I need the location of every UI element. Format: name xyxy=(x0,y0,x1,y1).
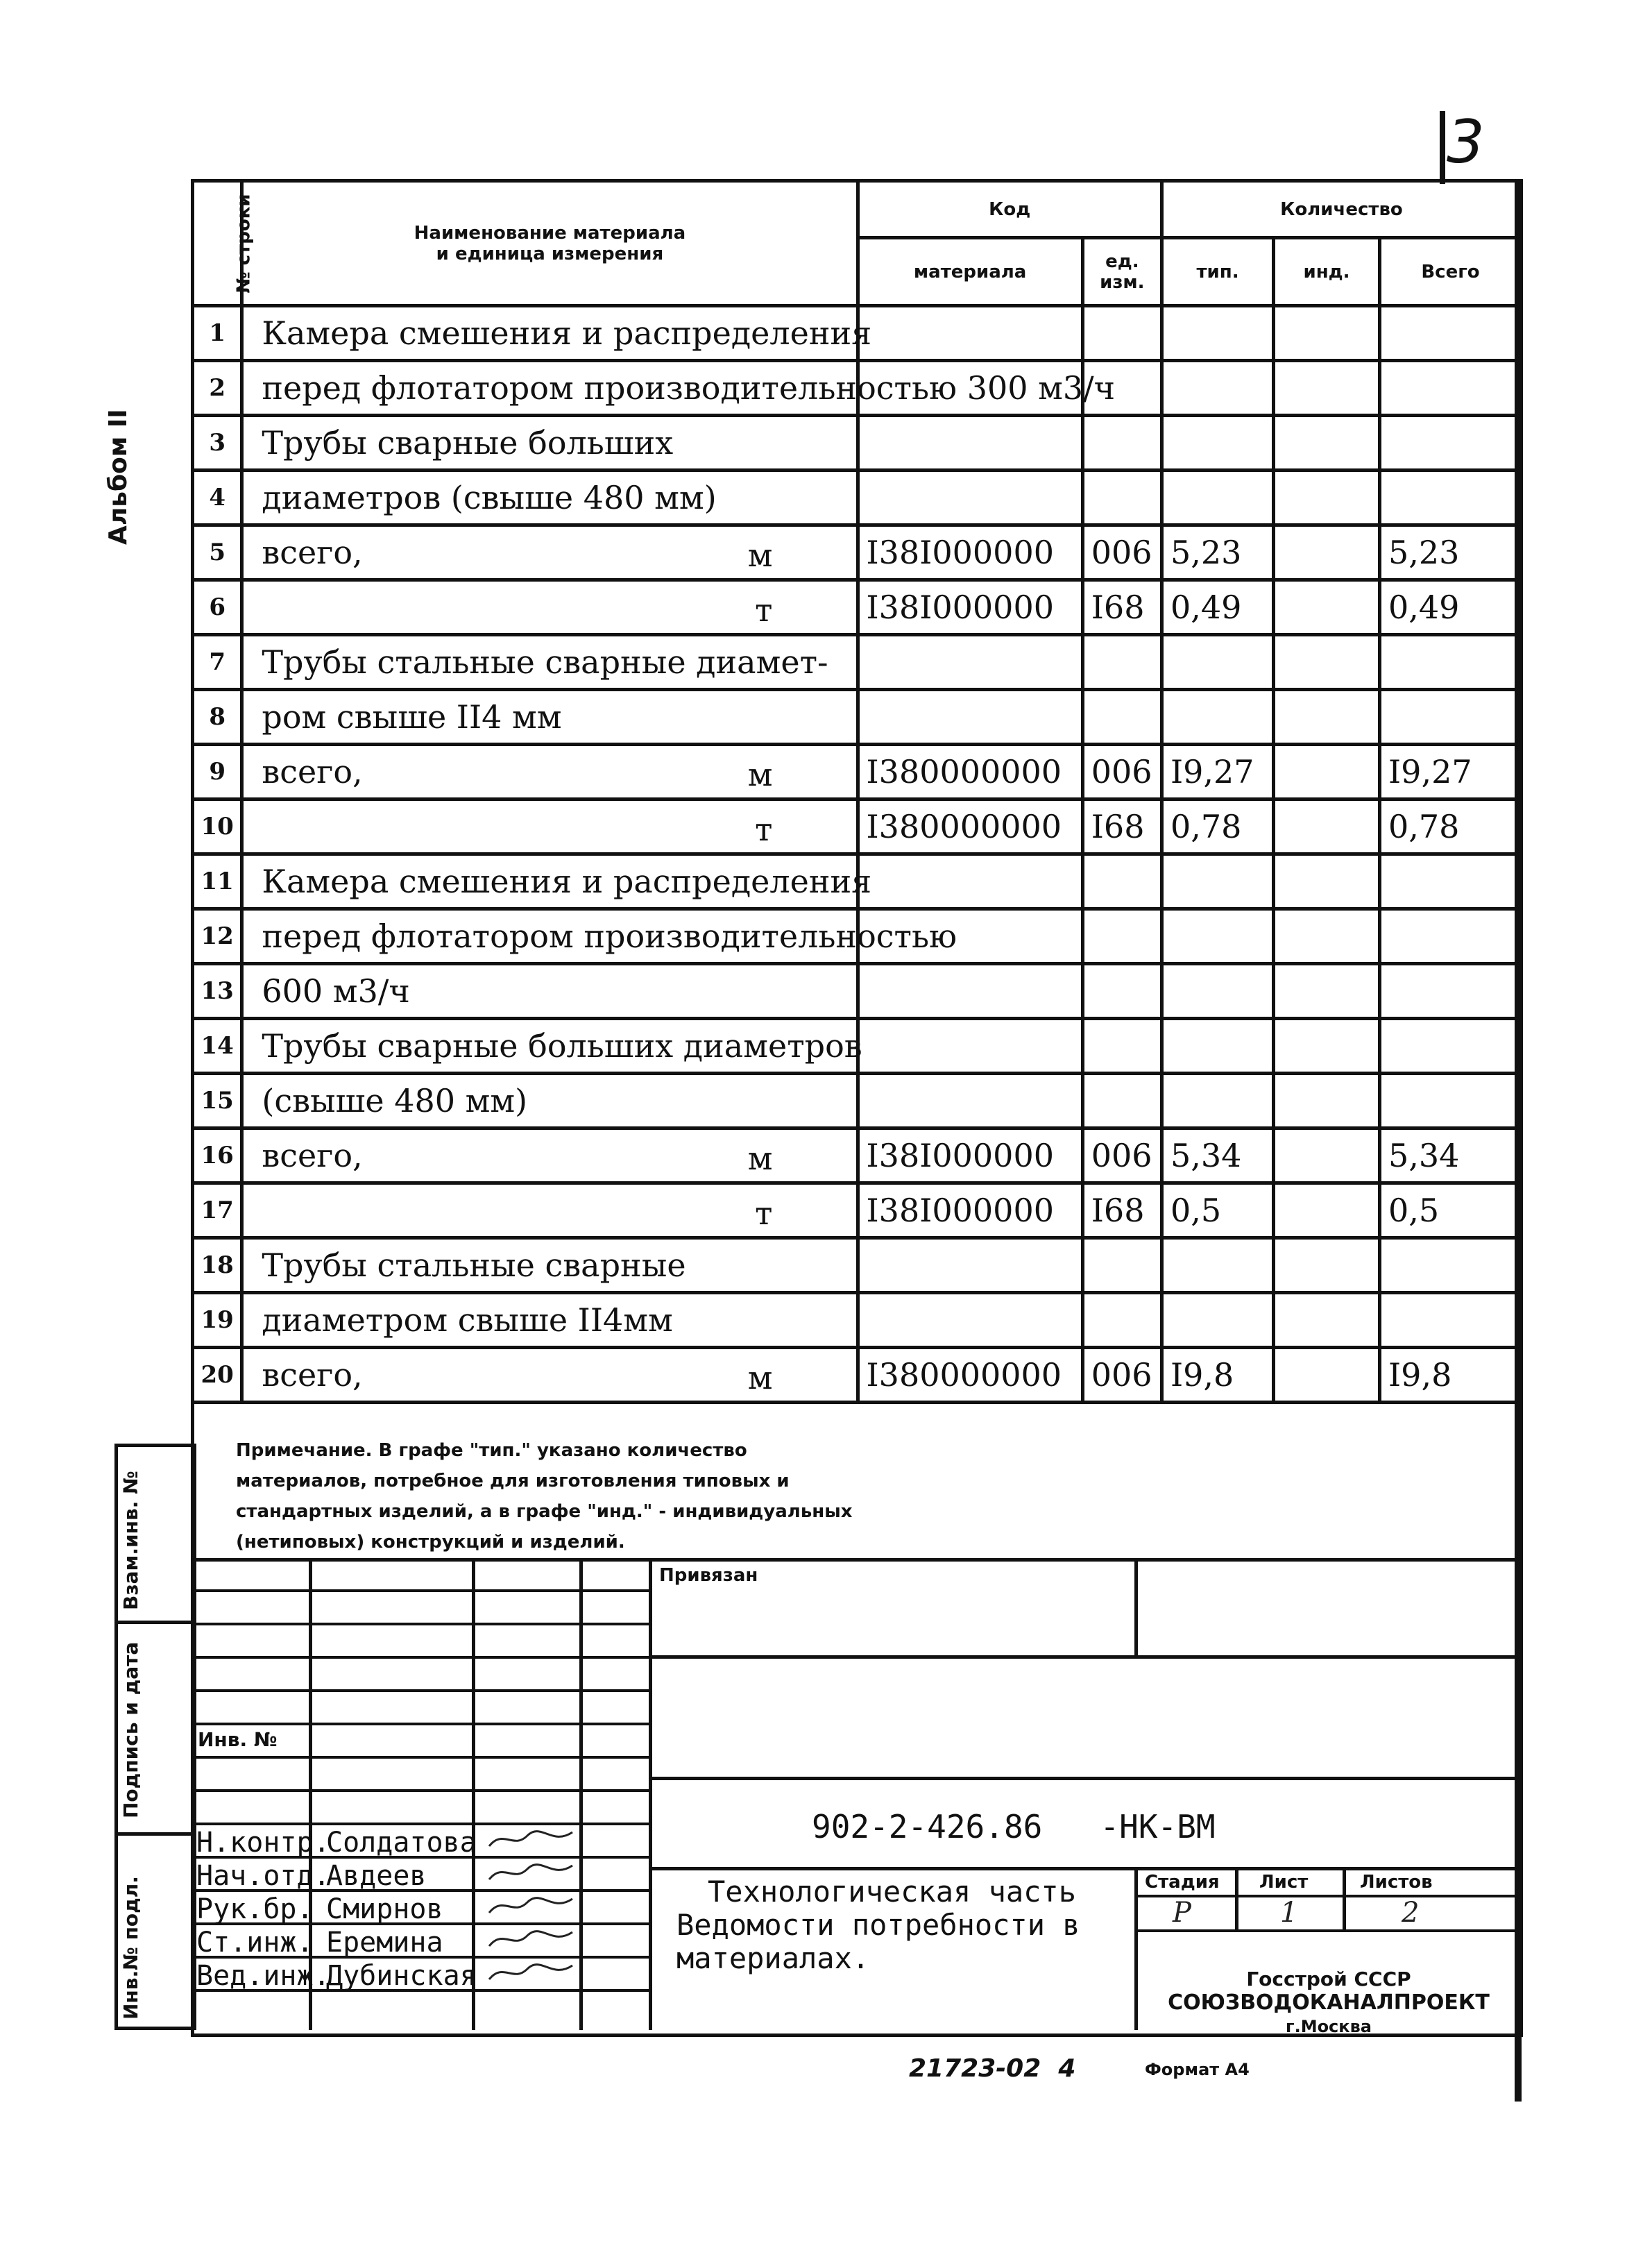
table-row xyxy=(193,1128,1522,1183)
unit-label: м xyxy=(747,1140,773,1177)
unit-code xyxy=(1082,306,1161,361)
signature xyxy=(486,1892,576,1920)
quantity-total xyxy=(1380,1019,1522,1074)
material-code xyxy=(858,1019,1082,1074)
table-row xyxy=(193,1019,1522,1074)
unit-code xyxy=(1082,964,1161,1019)
row-number: 5 xyxy=(193,525,242,580)
quantity-typ: 5,23 xyxy=(1161,525,1273,580)
row-number: 18 xyxy=(193,1238,242,1293)
quantity-typ: 0,49 xyxy=(1161,580,1273,635)
unit-code xyxy=(1082,909,1161,964)
unit-code: 006 xyxy=(1082,525,1161,580)
quantity-ind xyxy=(1274,1238,1380,1293)
table-row xyxy=(193,745,1522,800)
quantity-typ: 0,5 xyxy=(1161,1183,1273,1238)
stage-label: Стадия xyxy=(1145,1872,1220,1893)
side-divider xyxy=(114,1832,191,1836)
quantity-total xyxy=(1380,1293,1522,1348)
quantity-total xyxy=(1380,690,1522,745)
row-number: 4 xyxy=(193,471,242,525)
side-divider xyxy=(114,1621,191,1624)
table-row xyxy=(193,690,1522,745)
quantity-total xyxy=(1380,471,1522,525)
quantity-typ xyxy=(1161,635,1273,690)
staff-role: Ст.инж. xyxy=(196,1927,314,1959)
row-number: 10 xyxy=(193,800,242,854)
quantity-total: I9,27 xyxy=(1380,745,1522,800)
note-line: материалов, потребное для изготовления типовых и xyxy=(236,1471,790,1491)
quantity-total xyxy=(1380,964,1522,1019)
table-row xyxy=(193,471,1522,525)
materials-table xyxy=(191,179,1523,1404)
quantity-ind xyxy=(1274,745,1380,800)
material-code xyxy=(858,416,1082,471)
material-name: всего, м xyxy=(242,745,858,800)
header-quantity: Количество xyxy=(1161,181,1521,238)
quantity-ind xyxy=(1274,635,1380,690)
side-label-vzam: Взам.инв. № xyxy=(119,1471,142,1610)
unit-code xyxy=(1082,690,1161,745)
material-code xyxy=(858,306,1082,361)
unit-code xyxy=(1082,854,1161,909)
quantity-total xyxy=(1380,361,1522,416)
table-row xyxy=(193,909,1522,964)
quantity-typ xyxy=(1161,416,1273,471)
material-name: Трубы сварные больших диаметров xyxy=(242,1019,858,1074)
staff-name: Еремина xyxy=(326,1927,443,1959)
quantity-ind xyxy=(1274,1019,1380,1074)
material-code: I38I000000 xyxy=(858,525,1082,580)
footer-order: 21723-02 4 xyxy=(909,2054,1076,2083)
table-row xyxy=(193,580,1522,635)
staff-name: Смирнов xyxy=(326,1893,443,1925)
quantity-total xyxy=(1380,416,1522,471)
unit-code: I68 xyxy=(1082,1183,1161,1238)
staff-name: Авдеев xyxy=(326,1860,427,1892)
table-row xyxy=(193,800,1522,854)
table-row xyxy=(193,525,1522,580)
table-row xyxy=(193,416,1522,471)
quantity-total: 0,78 xyxy=(1380,800,1522,854)
quantity-ind xyxy=(1274,1183,1380,1238)
quantity-ind xyxy=(1274,361,1380,416)
table-row xyxy=(193,964,1522,1019)
unit-code: I68 xyxy=(1082,580,1161,635)
unit-code xyxy=(1082,1293,1161,1348)
unit-code xyxy=(1082,1019,1161,1074)
unit-code: 006 xyxy=(1082,745,1161,800)
quantity-typ xyxy=(1161,306,1273,361)
material-code: I38I000000 xyxy=(858,1183,1082,1238)
table-row xyxy=(193,1183,1522,1238)
quantity-typ xyxy=(1161,964,1273,1019)
unit-label: т xyxy=(755,1194,773,1232)
material-name: (свыше 480 мм) xyxy=(242,1074,858,1128)
row-number: 6 xyxy=(193,580,242,635)
footer-format: Формат А4 xyxy=(1145,2060,1250,2079)
signature xyxy=(486,1925,576,1953)
unit-code: 006 xyxy=(1082,1348,1161,1403)
header-code: Код xyxy=(858,181,1161,238)
stage-value: Р xyxy=(1173,1897,1191,1929)
row-number: 19 xyxy=(193,1293,242,1348)
material-name xyxy=(242,800,858,854)
table-row xyxy=(193,1293,1522,1348)
quantity-ind xyxy=(1274,580,1380,635)
material-name: ром свыше II4 мм xyxy=(242,690,858,745)
row-number: 13 xyxy=(193,964,242,1019)
quantity-typ xyxy=(1161,909,1273,964)
signature xyxy=(486,1959,576,1986)
table-row xyxy=(193,1074,1522,1128)
staff-name: Солдатова xyxy=(326,1827,477,1859)
signature xyxy=(486,1825,576,1853)
quantity-typ xyxy=(1161,690,1273,745)
row-number: 17 xyxy=(193,1183,242,1238)
table-row xyxy=(193,1238,1522,1293)
quantity-total xyxy=(1380,1074,1522,1128)
header-name: Наименование материала и единица измерения xyxy=(242,181,858,306)
quantity-typ xyxy=(1161,1238,1273,1293)
material-code: I380000000 xyxy=(858,800,1082,854)
unit-label: м xyxy=(747,1359,773,1396)
unit-label: м xyxy=(747,536,773,574)
quantity-typ: I9,27 xyxy=(1161,745,1273,800)
quantity-typ: 5,34 xyxy=(1161,1128,1273,1183)
quantity-ind xyxy=(1274,909,1380,964)
material-code xyxy=(858,964,1082,1019)
note-line: (нетиповых) конструкций и изделий. xyxy=(236,1532,625,1553)
row-number: 16 xyxy=(193,1128,242,1183)
side-label-podpis: Подпись и дата xyxy=(119,1641,142,1818)
unit-code xyxy=(1082,1074,1161,1128)
quantity-total: I9,8 xyxy=(1380,1348,1522,1403)
album-label xyxy=(104,385,146,545)
material-name: перед флотатором производительностью 300 м3/ч xyxy=(242,361,858,416)
doc-title: Технологическая часть Ведомости потребности в материалах. xyxy=(676,1875,1080,1975)
page-number: 3 xyxy=(1447,108,1485,177)
material-name: всего, м xyxy=(242,1128,858,1183)
material-name: Камера смешения и распределения xyxy=(242,306,858,361)
material-name xyxy=(242,580,858,635)
header-q-typ: тип. xyxy=(1161,238,1273,306)
table-row xyxy=(193,854,1522,909)
sheets-label: Листов xyxy=(1360,1872,1433,1893)
quantity-ind xyxy=(1274,1348,1380,1403)
table-row xyxy=(193,635,1522,690)
staff-role: Вед.инж. xyxy=(196,1960,330,1992)
side-label-inv-podl: Инв.№ подл. xyxy=(119,1876,142,2020)
quantity-typ xyxy=(1161,471,1273,525)
header-q-total: Всего xyxy=(1380,238,1522,306)
inv-no-label: Инв. № xyxy=(198,1728,278,1751)
material-name: диаметров (свыше 480 мм) xyxy=(242,471,858,525)
quantity-ind xyxy=(1274,306,1380,361)
page-number-bar xyxy=(1440,111,1445,184)
header-row-no: № строки xyxy=(193,181,242,306)
material-code: I380000000 xyxy=(858,745,1082,800)
material-code: I38I000000 xyxy=(858,580,1082,635)
unit-code xyxy=(1082,635,1161,690)
quantity-typ xyxy=(1161,1019,1273,1074)
sheet-label: Лист xyxy=(1259,1872,1309,1893)
material-code xyxy=(858,471,1082,525)
row-number: 14 xyxy=(193,1019,242,1074)
header-q-ind: инд. xyxy=(1274,238,1380,306)
material-name: всего, м xyxy=(242,525,858,580)
signature xyxy=(486,1859,576,1886)
row-number: 7 xyxy=(193,635,242,690)
staff-name: Дубинская xyxy=(326,1960,477,1992)
quantity-total xyxy=(1380,635,1522,690)
table-row xyxy=(193,361,1522,416)
staff-role: Нач.отд. xyxy=(196,1860,330,1892)
unit-code xyxy=(1082,1238,1161,1293)
row-number: 12 xyxy=(193,909,242,964)
material-name: Трубы стальные сварные xyxy=(242,1238,858,1293)
unit-label: т xyxy=(755,811,773,848)
unit-code xyxy=(1082,471,1161,525)
quantity-total xyxy=(1380,306,1522,361)
row-number: 15 xyxy=(193,1074,242,1128)
material-name: всего, м xyxy=(242,1348,858,1403)
material-name: Камера смешения и распределения xyxy=(242,854,858,909)
unit-code: 006 xyxy=(1082,1128,1161,1183)
quantity-typ xyxy=(1161,1074,1273,1128)
material-code xyxy=(858,854,1082,909)
quantity-typ xyxy=(1161,361,1273,416)
table-row xyxy=(193,1348,1522,1403)
quantity-total: 5,34 xyxy=(1380,1128,1522,1183)
quantity-ind xyxy=(1274,525,1380,580)
row-number: 3 xyxy=(193,416,242,471)
material-code xyxy=(858,635,1082,690)
row-number: 11 xyxy=(193,854,242,909)
note-line: Примечание. В графе "тип." указано количество xyxy=(236,1440,747,1461)
quantity-total xyxy=(1380,1238,1522,1293)
quantity-ind xyxy=(1274,416,1380,471)
quantity-ind xyxy=(1274,854,1380,909)
material-name: Трубы сварные больших xyxy=(242,416,858,471)
material-name: 600 м3/ч xyxy=(242,964,858,1019)
doc-code: 902-2-426.86 -НК-ВМ xyxy=(812,1808,1216,1845)
binding-label: Привязан xyxy=(659,1565,758,1586)
material-name: диаметром свыше II4мм xyxy=(242,1293,858,1348)
quantity-ind xyxy=(1274,471,1380,525)
quantity-total xyxy=(1380,854,1522,909)
material-code: I38I000000 xyxy=(858,1128,1082,1183)
org-block: Госстрой СССР СОЮЗВОДОКАНАЛПРОЕКТ г.Москва xyxy=(1168,1968,1490,2036)
material-code xyxy=(858,1074,1082,1128)
note-line: стандартных изделий, а в графе "инд." - индивидуальных xyxy=(236,1501,853,1522)
quantity-ind xyxy=(1274,1128,1380,1183)
quantity-total: 0,49 xyxy=(1380,580,1522,635)
sheets-value: 2 xyxy=(1402,1897,1420,1929)
table-row xyxy=(193,306,1522,361)
quantity-ind xyxy=(1274,1293,1380,1348)
quantity-typ: 0,78 xyxy=(1161,800,1273,854)
quantity-ind xyxy=(1274,800,1380,854)
row-number: 9 xyxy=(193,745,242,800)
header-code-material: материала xyxy=(858,238,1082,306)
note-box xyxy=(191,1404,1523,1560)
material-code xyxy=(858,690,1082,745)
sheet-value: 1 xyxy=(1280,1897,1298,1929)
quantity-ind xyxy=(1274,690,1380,745)
quantity-typ xyxy=(1161,1293,1273,1348)
quantity-ind xyxy=(1274,964,1380,1019)
quantity-typ xyxy=(1161,854,1273,909)
quantity-typ: I9,8 xyxy=(1161,1348,1273,1403)
quantity-total: 5,23 xyxy=(1380,525,1522,580)
material-name: перед флотатором производительностью xyxy=(242,909,858,964)
material-code: I380000000 xyxy=(858,1348,1082,1403)
material-code xyxy=(858,1293,1082,1348)
unit-label: м xyxy=(747,756,773,793)
staff-role: Н.контр. xyxy=(196,1827,330,1859)
quantity-total xyxy=(1380,909,1522,964)
row-number: 8 xyxy=(193,690,242,745)
header-code-unit: ед. изм. xyxy=(1082,238,1161,306)
row-number: 2 xyxy=(193,361,242,416)
quantity-ind xyxy=(1274,1074,1380,1128)
material-name: Трубы стальные сварные диамет- xyxy=(242,635,858,690)
material-name xyxy=(242,1183,858,1238)
album-label-text: Альбом II xyxy=(104,409,133,545)
row-number: 20 xyxy=(193,1348,242,1403)
staff-role: Рук.бр. xyxy=(196,1893,314,1925)
quantity-total: 0,5 xyxy=(1380,1183,1522,1238)
unit-code xyxy=(1082,416,1161,471)
unit-label: т xyxy=(755,591,773,629)
row-number: 1 xyxy=(193,306,242,361)
unit-code: I68 xyxy=(1082,800,1161,854)
material-code xyxy=(858,1238,1082,1293)
